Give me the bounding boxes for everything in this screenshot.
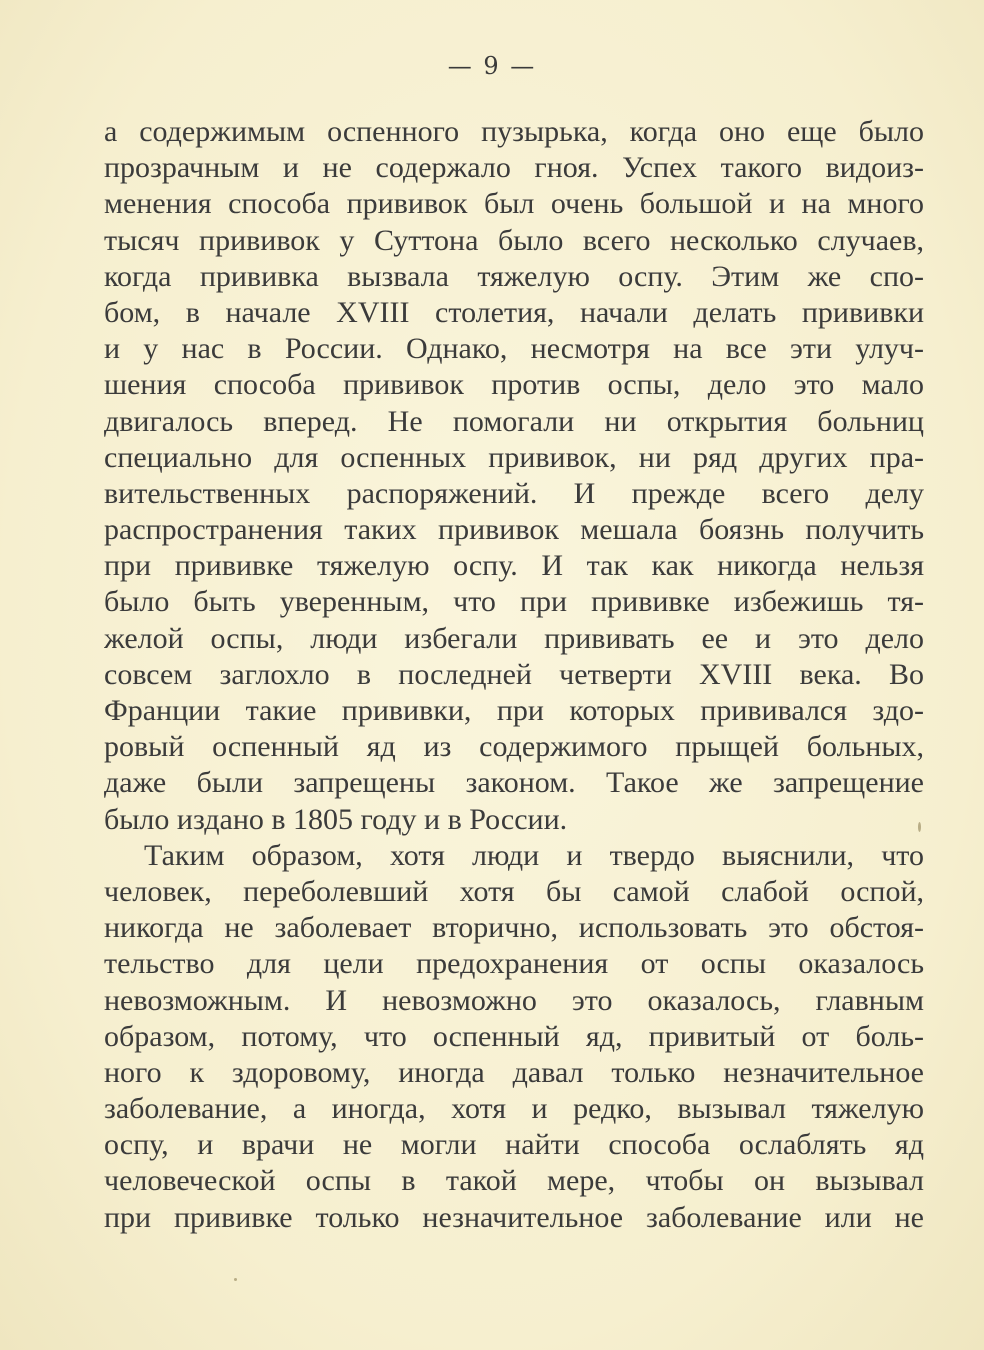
text-line: тысяч прививок у Суттона было всего несколько случаев, — [104, 223, 924, 257]
text-line: заболевание, а иногда, хотя и редко, вызывал тяжелую — [104, 1092, 924, 1126]
text-line: шения способа прививок против оспы, дело это мало — [104, 368, 924, 402]
text-line: при прививке только незначительное заболевание или не — [104, 1200, 924, 1234]
text-line: образом, потому, что оспенный яд, привитый от боль- — [104, 1019, 924, 1053]
text-line: Франции такие прививки, при которых прививался здо- — [104, 694, 924, 727]
text-line: двигалось вперед. Не помогали ни открытия больниц — [104, 404, 924, 438]
text-line: человек, переболевший хотя бы самой слабой оспой, — [104, 874, 924, 908]
body-text — [104, 114, 924, 1236]
text-line: прозрачным и не содержало гноя. Успех такого видоиз- — [104, 151, 924, 185]
text-line: когда прививка вызвала тяжелую оспу. Этим же спо- — [104, 259, 924, 293]
text-line: даже были запрещены законом. Такое же запрещение — [104, 766, 924, 800]
paragraph — [104, 838, 924, 1236]
text-line: распространения таких прививок мешала боязнь получить — [104, 513, 924, 547]
text-line: желой оспы, люди избегали прививать ее и это дело — [104, 621, 924, 655]
text-line: было быть уверенным, что при прививке избежишь тя- — [104, 585, 924, 619]
paper-speck — [918, 822, 921, 832]
text-line: ного к здоровому, иногда давал только незначительное — [104, 1055, 924, 1089]
text-line: вительственных распоряжений. И прежде всего делу — [104, 476, 924, 510]
text-line: бом, в начале XVIII столетия, начали делать прививки — [104, 295, 924, 329]
text-line: тельство для цели предохранения от оспы оказалось — [104, 947, 924, 981]
text-line: а содержимым оспенного пузырька, когда оно еще было — [104, 115, 924, 148]
text-line: совсем заглохло в последней четверти XVIII века. Во — [104, 657, 924, 691]
text-line: ровый оспенный яд из содержимого прыщей больных, — [104, 730, 924, 764]
paper-speck — [234, 1278, 237, 1281]
text-line: и у нас в России. Однако, несмотря на все эти улуч- — [104, 332, 924, 366]
text-line: было издано в 1805 году и в России. — [104, 802, 568, 836]
text-line: человеческой оспы в такой мере, чтобы он вызывал — [104, 1164, 924, 1198]
paragraph — [104, 114, 924, 838]
page-number: — 9 — — [447, 52, 537, 80]
text-line: специально для оспенных прививок, ни ряд других пра- — [104, 440, 924, 474]
text-line: невозможным. И невозможно это оказалось, главным — [104, 983, 924, 1017]
text-line: никогда не заболевает вторично, использовать это обстоя- — [104, 911, 924, 945]
text-line: оспу, и врачи не могли найти способа ослаблять яд — [104, 1128, 924, 1162]
text-line: Таким образом, хотя люди и твердо выяснили, что — [144, 838, 924, 872]
text-line: менения способа прививок был очень большой и на много — [104, 187, 924, 221]
text-line: при прививке тяжелую оспу. И так как никогда нельзя — [104, 549, 924, 583]
